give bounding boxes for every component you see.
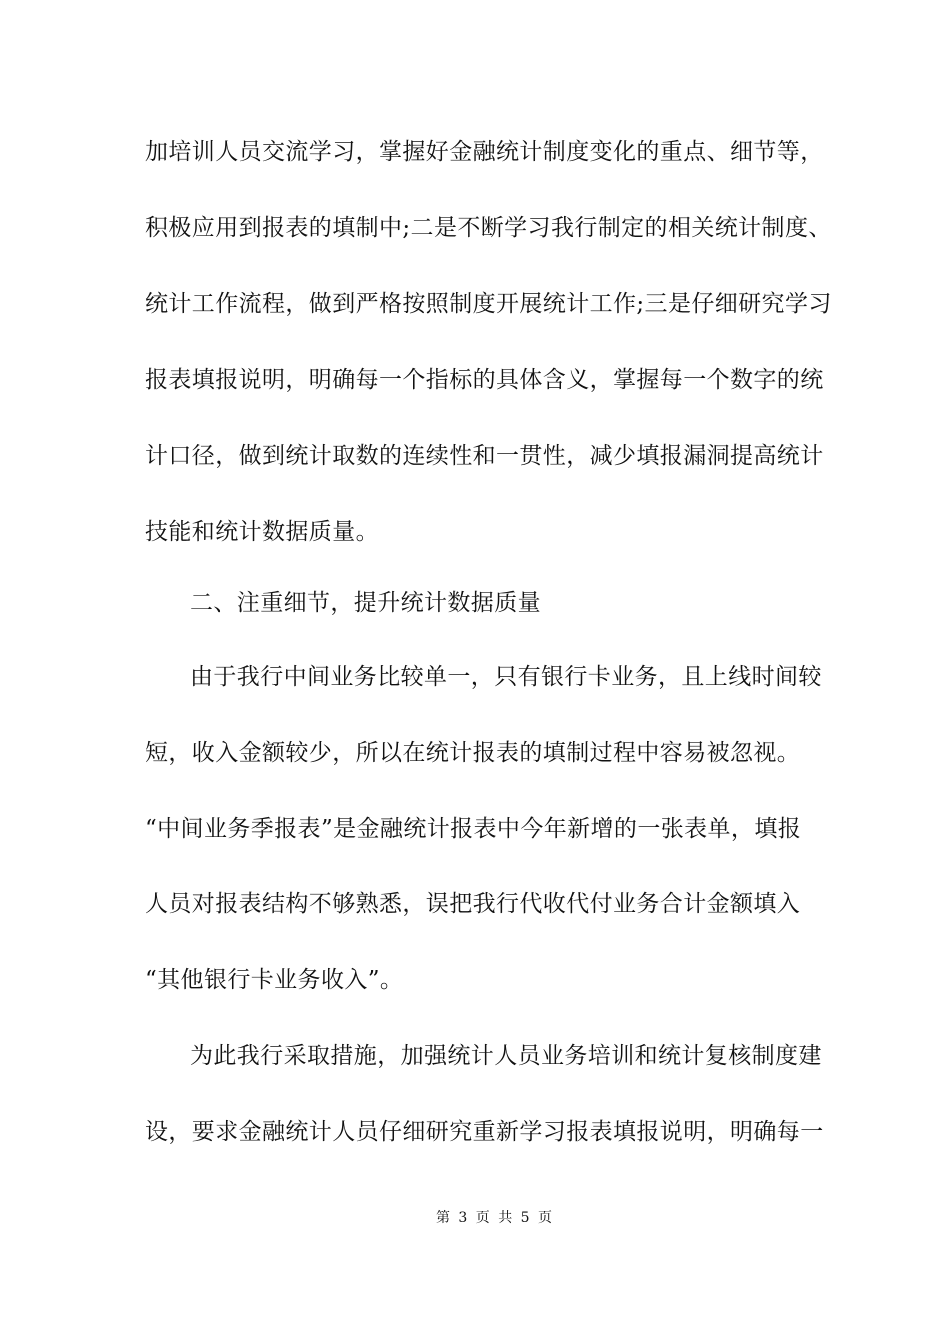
body-line: 积极应用到报表的填制中;二是不断学习我行制定的相关统计制度、 [145, 215, 832, 241]
body-line: “其他银行卡业务收入”。 [145, 967, 404, 993]
body-line: 人员对报表结构不够熟悉，误把我行代收代付业务合计金额填入 [145, 891, 801, 917]
body-line: 技能和统计数据质量。 [145, 519, 379, 545]
body-line: 短，收入金额较少，所以在统计报表的填制过程中容易被忽视。 [145, 740, 801, 766]
body-line: 计口径，做到统计取数的连续性和一贯性，减少填报漏洞提高统计 [145, 443, 824, 469]
body-line: 由于我行中间业务比较单一，只有银行卡业务，且上线时间较 [190, 664, 822, 690]
section-heading: 二、注重细节，提升统计数据质量 [190, 590, 541, 616]
body-line: 统计工作流程，做到严格按照制度开展统计工作;三是仔细研究学习 [145, 291, 832, 317]
body-line: “中间业务季报表”是金融统计报表中今年新增的一张表单，填报 [145, 816, 802, 842]
body-line: 加培训人员交流学习，掌握好金融统计制度变化的重点、细节等， [145, 139, 824, 165]
body-line: 报表填报说明，明确每一个指标的具体含义，掌握每一个数字的统 [145, 367, 824, 393]
body-line: 设，要求金融统计人员仔细研究重新学习报表填报说明，明确每一 [145, 1119, 824, 1145]
page-number-footer: 第 3 页 共 5 页 [435, 1210, 555, 1226]
body-line: 为此我行采取措施，加强统计人员业务培训和统计复核制度建 [190, 1043, 822, 1069]
